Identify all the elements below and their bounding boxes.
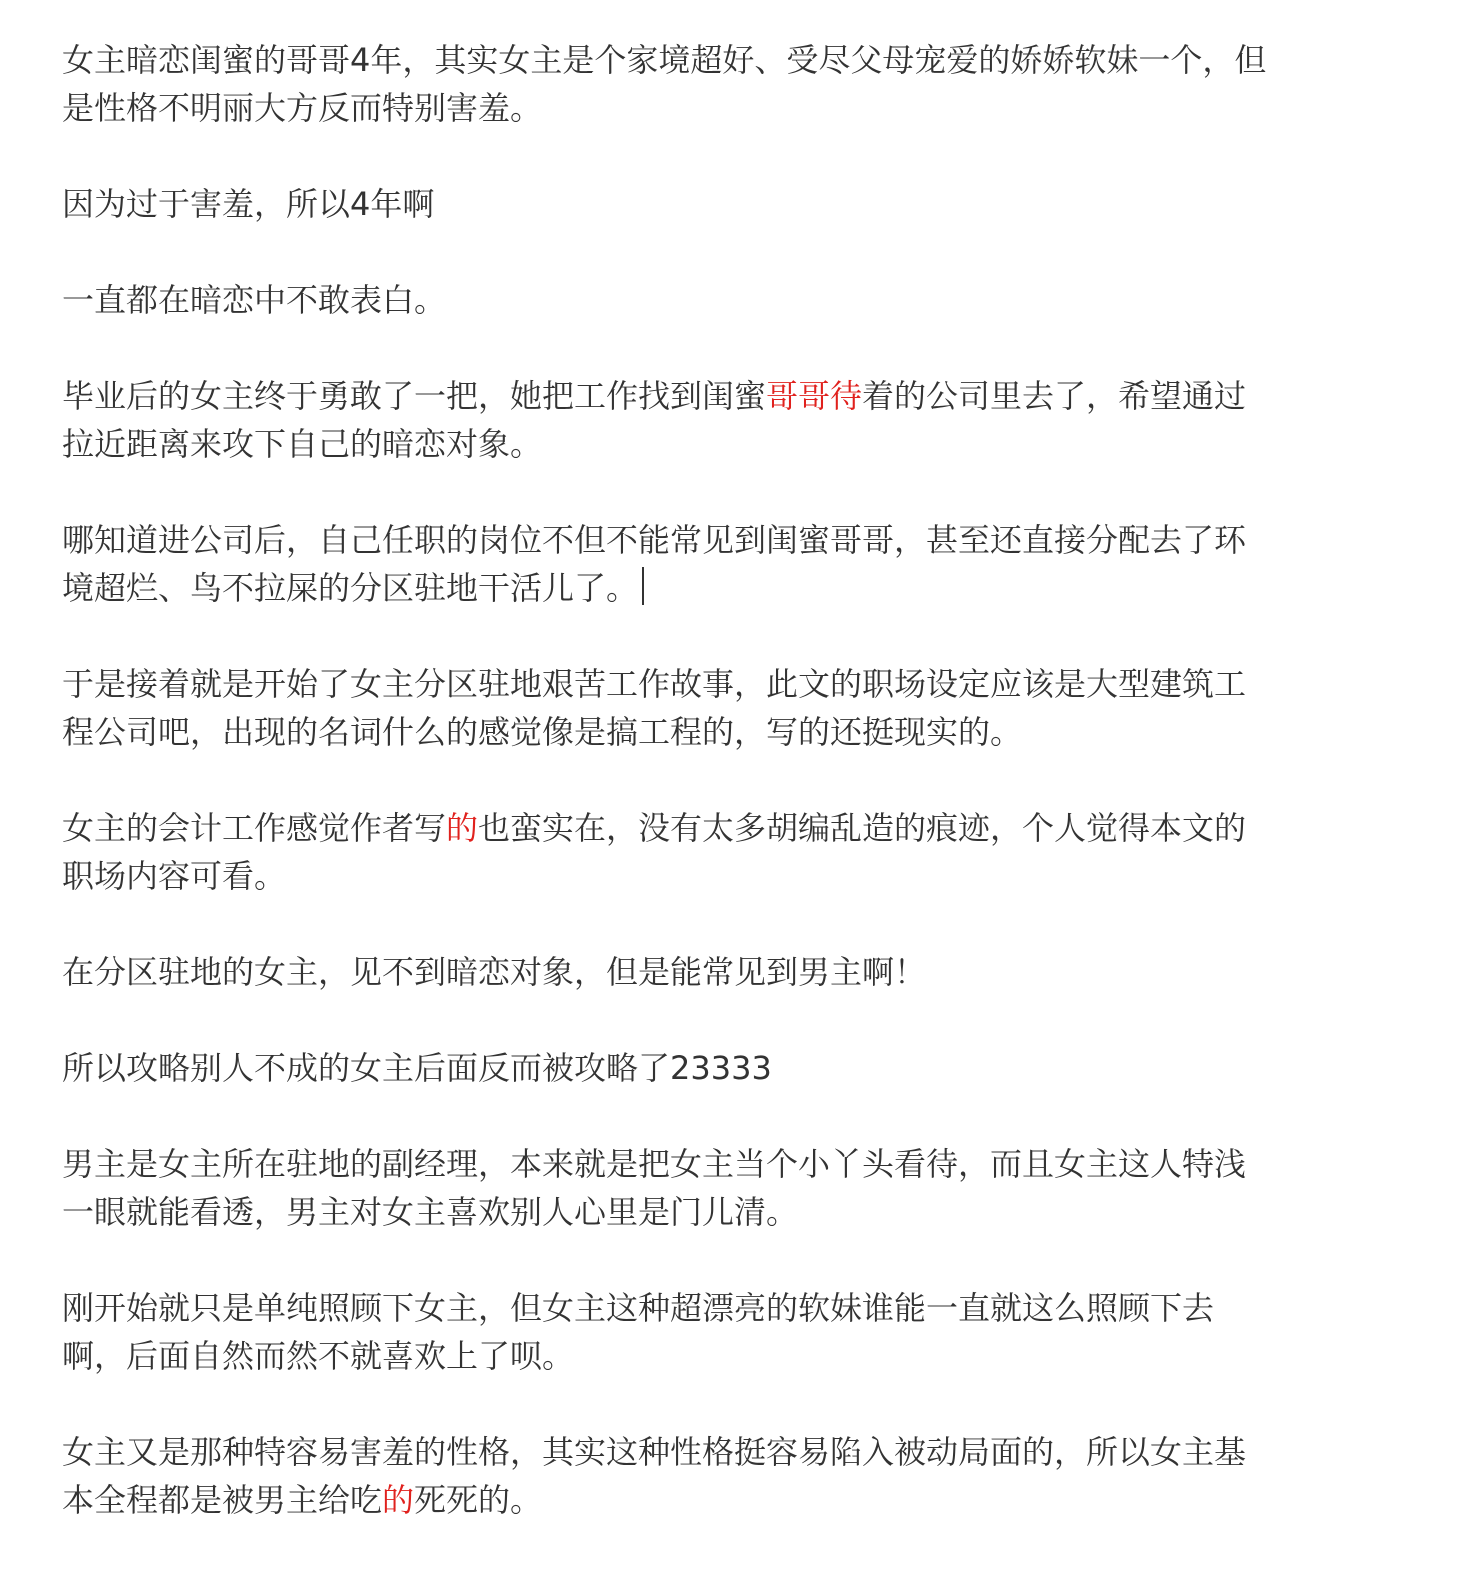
paragraph-text: 女主暗恋闺蜜的哥哥4年，其实女主是个家境超好、受尽父母宠爱的娇娇软妹一个，但是性格不明丽大方反而特别害羞。 (62, 41, 1267, 127)
article-paragraph (62, 180, 1272, 228)
text-cursor (642, 567, 644, 605)
article-paragraph (62, 1044, 1272, 1092)
article-paragraph (62, 1428, 1272, 1524)
paragraph-text: 也蛮实在，没有太多胡编乱造的痕迹，个人觉得本文的职场内容可看。 (62, 809, 1247, 895)
paragraph-text: 死死的。 (414, 1481, 543, 1519)
article-paragraph (62, 660, 1272, 756)
article-paragraph (62, 372, 1272, 468)
paragraph-text: 女主又是那种特容易害羞的性格，其实这种性格挺容易陷入被动局面的，所以女主基本全程都是被男主给吃 (62, 1433, 1247, 1519)
paragraph-text: 着的公司里去了，希望通过拉近距离来攻下自己的暗恋对象。 (62, 377, 1247, 463)
paragraph-text: 因为过于害羞，所以4年啊 (62, 185, 435, 223)
paragraph-text: 于是接着就是开始了女主分区驻地艰苦工作故事，此文的职场设定应该是大型建筑工程公司吧，出现的名词什么的感觉像是搞工程的，写的还挺现实的。 (62, 665, 1247, 751)
highlighted-text: 的 (382, 1481, 415, 1519)
article-body (62, 36, 1272, 1572)
highlighted-text: 哥哥待 (766, 377, 863, 415)
article-paragraph (62, 516, 1272, 612)
paragraph-text: 女主的会计工作感觉作者写 (62, 809, 447, 847)
article-paragraph (62, 36, 1272, 132)
article-paragraph (62, 276, 1272, 324)
paragraph-text: 所以攻略别人不成的女主后面反而被攻略了23333 (62, 1049, 772, 1087)
paragraph-text: 毕业后的女主终于勇敢了一把，她把工作找到闺蜜 (62, 377, 767, 415)
paragraph-text: 在分区驻地的女主，见不到暗恋对象，但是能常见到男主啊！ (62, 953, 927, 991)
article-paragraph (62, 804, 1272, 900)
paragraph-text: 刚开始就只是单纯照顾下女主，但女主这种超漂亮的软妹谁能一直就这么照顾下去啊，后面自然而然不就喜欢上了呗。 (62, 1289, 1215, 1375)
paragraph-text: 男主是女主所在驻地的副经理，本来就是把女主当个小丫头看待，而且女主这人特浅一眼就能看透，男主对女主喜欢别人心里是门儿清。 (62, 1145, 1247, 1231)
article-paragraph (62, 1284, 1272, 1380)
paragraph-text: 一直都在暗恋中不敢表白。 (62, 281, 447, 319)
highlighted-text: 的 (446, 809, 479, 847)
paragraph-text: 哪知道进公司后，自己任职的岗位不但不能常见到闺蜜哥哥，甚至还直接分配去了环境超烂、鸟不拉屎的分区驻地干活儿了。 (62, 521, 1247, 607)
article-paragraph (62, 948, 1272, 996)
article-paragraph (62, 1140, 1272, 1236)
